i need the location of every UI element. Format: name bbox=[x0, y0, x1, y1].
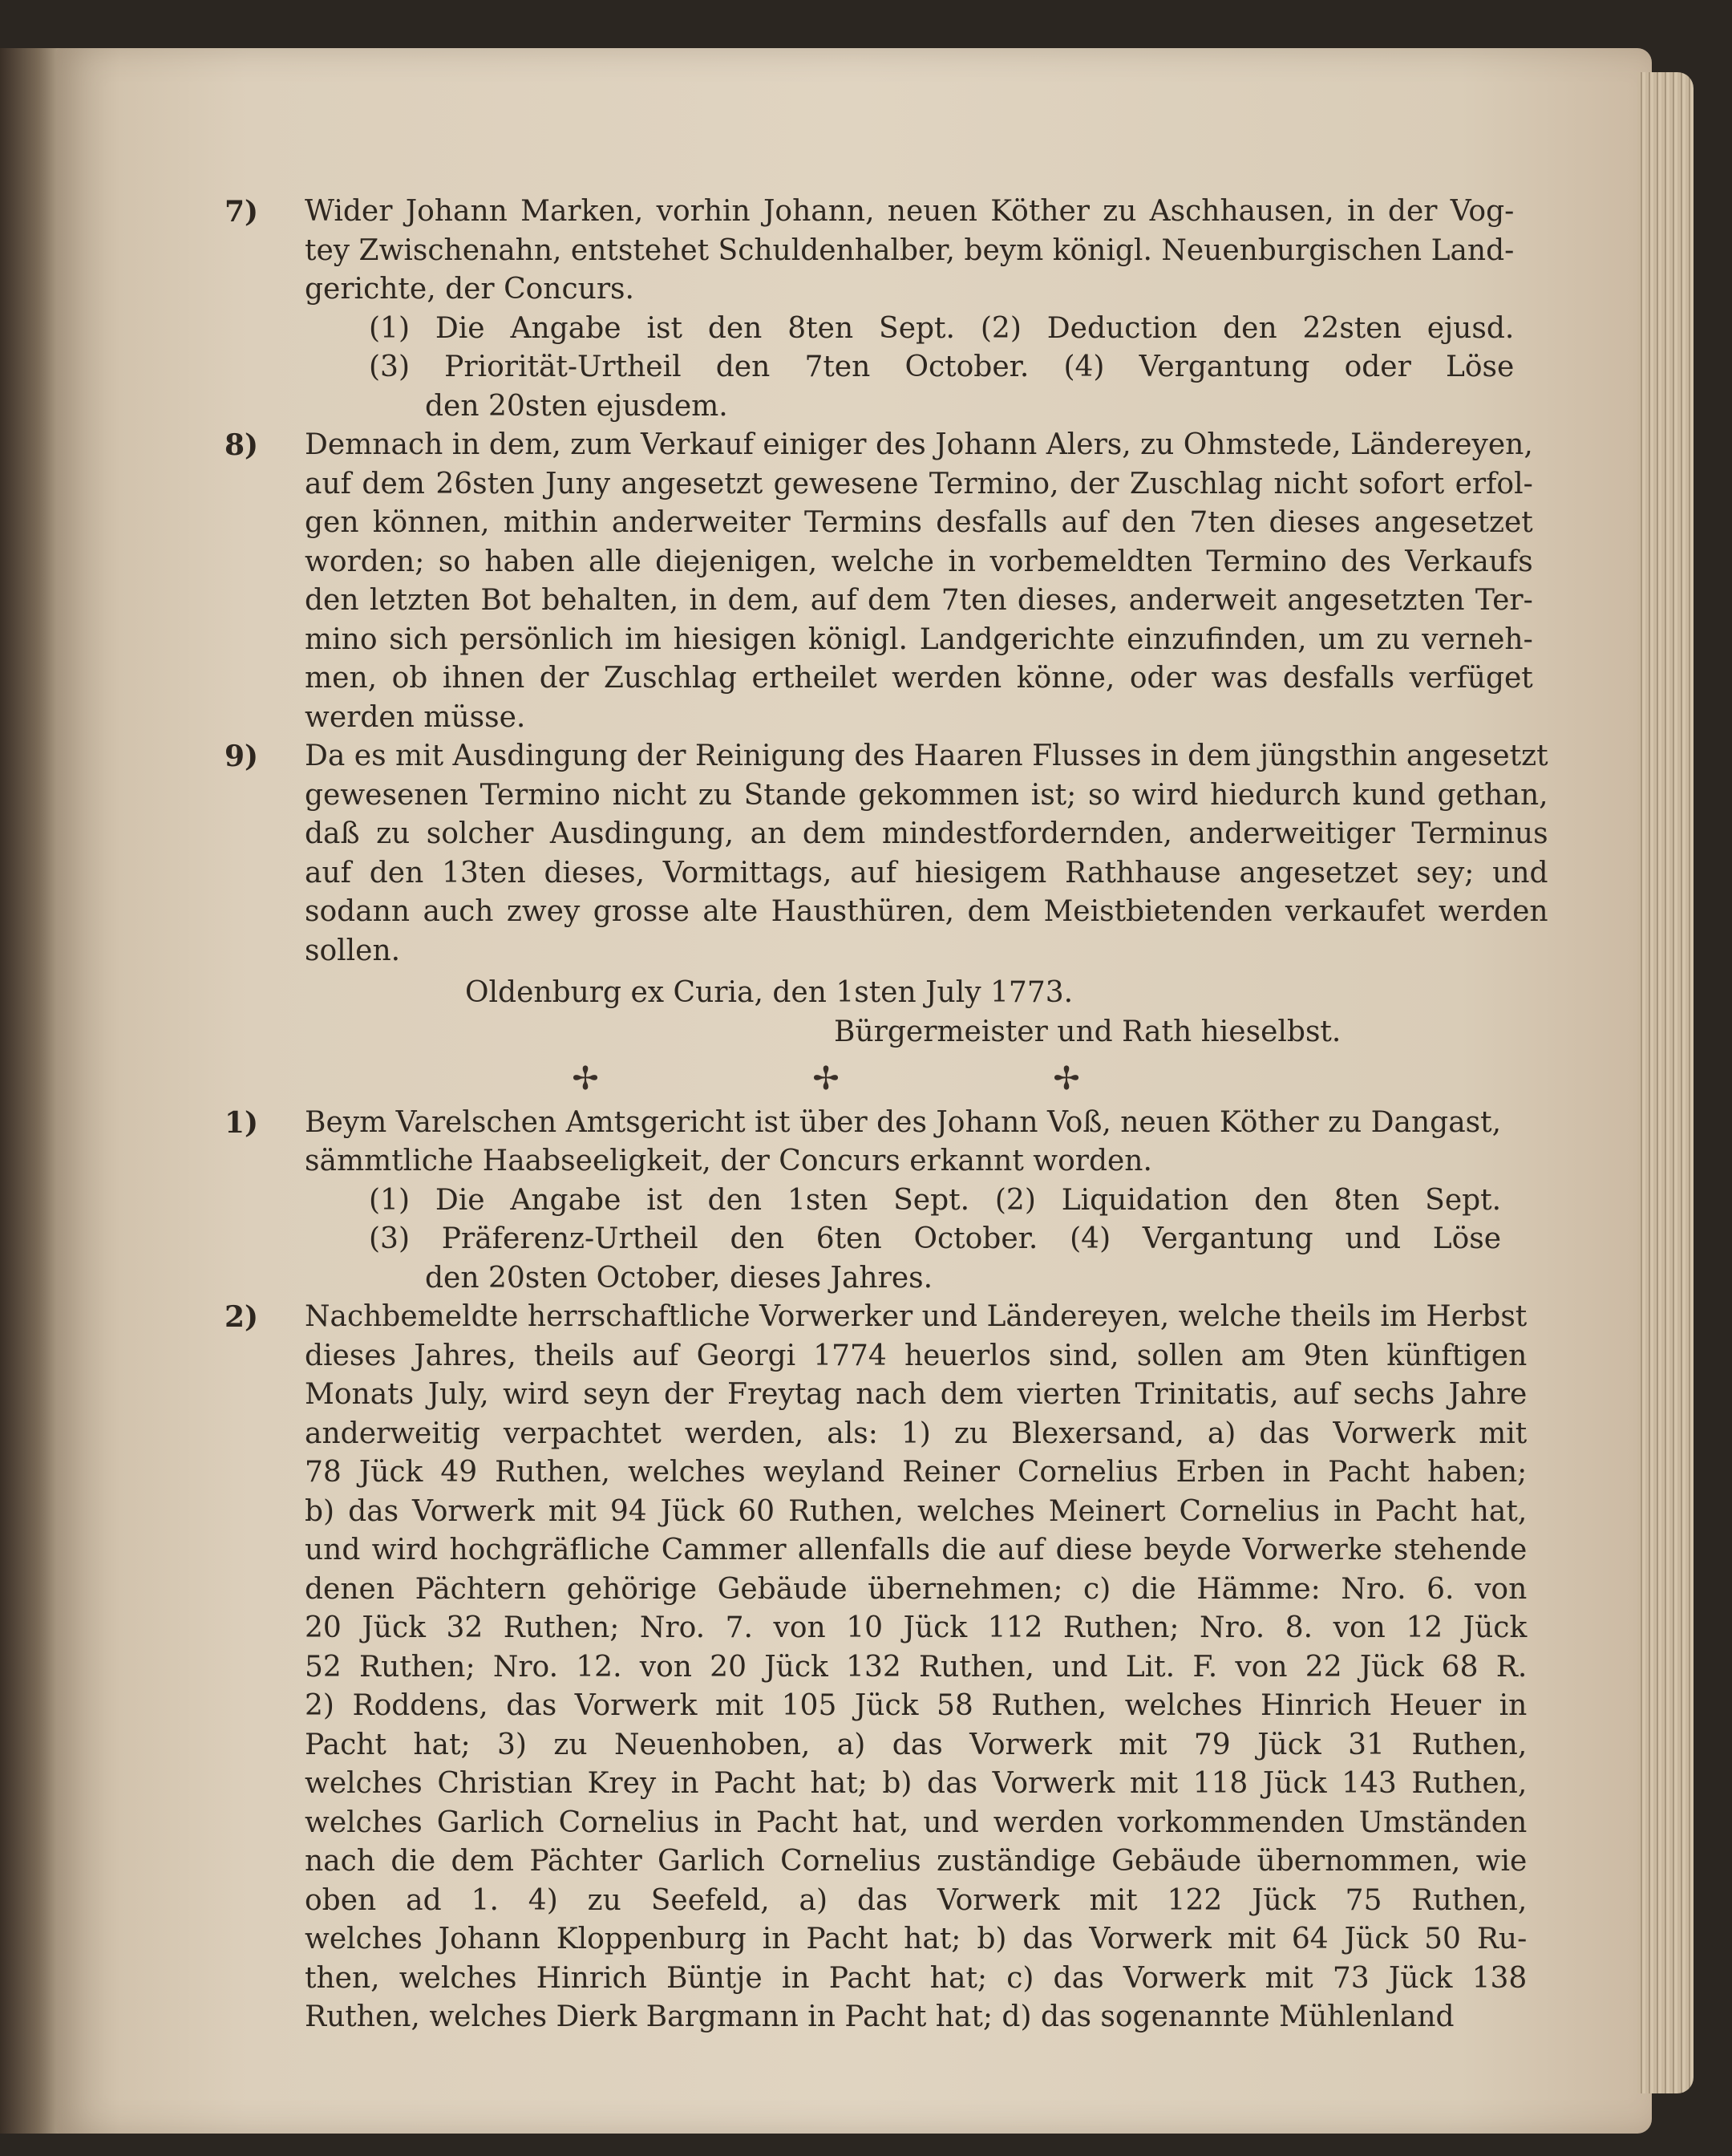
text-line: welches Garlich Cornelius in Pacht hat, und werden vorkommenden Umständen bbox=[305, 1805, 1528, 1839]
page-text bbox=[225, 192, 1548, 2037]
text-line: denen Pächtern gehörige Gebäude übernehmen; c) die Hämme: Nro. 6. von bbox=[305, 1572, 1528, 1606]
text-line: 20 Jück 32 Ruthen; Nro. 7. von 10 Jück 112 Ruthen; Nro. 8. von 12 Jück bbox=[305, 1611, 1528, 1644]
text-line: Da es mit Ausdingung der Reinigung des Haaren Flusses in dem jüngsthin angesetzt bbox=[305, 740, 1548, 772]
text-line: nach die dem Pächter Garlich Cornelius zuständige Gebäude übernommen, wie bbox=[305, 1845, 1528, 1878]
text-line: sollen. bbox=[305, 934, 401, 967]
text-line: worden; so haben alle diejenigen, welche in vorbemeldten Termino des Verkaufs bbox=[305, 545, 1533, 578]
notice-entry bbox=[225, 1298, 1528, 2037]
notice-entry bbox=[225, 737, 1548, 971]
text-line: werden müsse. bbox=[305, 700, 526, 734]
text-line: 78 Jück 49 Ruthen, welches weyland Reiner Cornelius Erben in Pacht haben; bbox=[305, 1456, 1528, 1489]
text-line: Ruthen, welches Dierk Bargmann in Pacht hat; d) das sogenannte Mühlenland bbox=[305, 2000, 1455, 2033]
text-line: und wird hochgräfliche Cammer allenfalls die auf diese beyde Vorwerke stehende bbox=[305, 1534, 1528, 1566]
ornament-icon: ✢ bbox=[572, 1060, 599, 1097]
text-line: Beym Varelschen Amtsgericht ist über des Johann Voß, neuen Köther zu Dangast, bbox=[305, 1105, 1502, 1139]
text-line: then, welches Hinrich Büntje in Pacht hat; c) das Vorwerk mit 73 Jück 138 bbox=[305, 1961, 1528, 1995]
text-line: Pacht hat; 3) zu Neuenhoben, a) das Vorwerk mit 79 Jück 31 Ruthen, bbox=[305, 1728, 1528, 1761]
book-gutter bbox=[0, 48, 64, 2134]
entry-number: 9) bbox=[225, 740, 259, 773]
entry-number: 8) bbox=[225, 428, 259, 462]
text-line: b) das Vorwerk mit 94 Jück 60 Ruthen, welches Meinert Cornelius in Pacht hat, bbox=[305, 1494, 1528, 1528]
ornament-icon: ✢ bbox=[1053, 1060, 1080, 1097]
entry-text bbox=[305, 737, 1548, 971]
entry-number: 2) bbox=[225, 1300, 259, 1334]
text-line: gewesenen Termino nicht zu Stande gekommen ist; so wird hiedurch kund gethan, bbox=[305, 778, 1548, 812]
schedule-line: den 20sten ejusdem. bbox=[425, 389, 728, 423]
ornament-icon: ✢ bbox=[812, 1060, 840, 1097]
text-line: welches Johann Kloppenburg in Pacht hat; b) das Vorwerk mit 64 Jück 50 Ru- bbox=[305, 1923, 1528, 1955]
schedule-line: (3) Priorität-Urtheil den 7ten October. (4) Vergantung oder Löse bbox=[369, 351, 1515, 383]
text-line: auf dem 26sten Juny angesetzt gewesene Termino, der Zuschlag nicht sofort erfol- bbox=[305, 467, 1533, 500]
signature-place-date: Oldenburg ex Curia, den 1sten July 1773. bbox=[465, 976, 1074, 1009]
text-line: daß zu solcher Ausdingung, an dem mindestfordernden, anderweitiger Terminus bbox=[305, 817, 1548, 850]
text-line: Wider Johann Marken, vorhin Johann, neuen Köther zu Aschhausen, in der Vog- bbox=[305, 195, 1515, 228]
entry-text bbox=[305, 1298, 1527, 2037]
signature-block bbox=[225, 974, 1379, 1052]
notice-entry bbox=[225, 1104, 1502, 1299]
text-line: Monats July, wird seyn der Freytag nach dem vierten Trinitatis, auf sechs Jahre bbox=[305, 1378, 1528, 1411]
notice-entry bbox=[225, 426, 1533, 737]
text-line: Nachbemeldte herrschaftliche Vorwerker und Ländereyen, welche theils im Herbst bbox=[305, 1300, 1528, 1333]
text-line: gen können, mithin anderweiter Termins desfalls auf den 7ten dieses angesetzet bbox=[305, 506, 1533, 539]
text-line: anderweitig verpachtet werden, als: 1) zu Blexersand, a) das Vorwerk mit bbox=[305, 1416, 1528, 1450]
schedule-line: (1) Die Angabe ist den 1sten Sept. (2) Liquidation den 8ten Sept. bbox=[369, 1183, 1502, 1217]
schedule-line: den 20sten October, dieses Jahres. bbox=[425, 1261, 933, 1295]
text-line: sodann auch zwey grosse alte Hausthüren, dem Meistbietenden verkaufet werden bbox=[305, 895, 1548, 928]
text-line: mino sich persönlich im hiesigen königl. Landgerichte einzufinden, um zu verneh- bbox=[305, 622, 1533, 656]
entry-text bbox=[305, 1104, 1501, 1299]
ornament-divider bbox=[465, 1060, 1187, 1099]
text-line: sämmtliche Haabseeligkeit, der Concurs erkannt worden. bbox=[305, 1145, 1152, 1177]
text-line: men, ob ihnen der Zuschlag ertheilet werden könne, oder was desfalls verfüget bbox=[305, 662, 1533, 695]
entry-number: 1) bbox=[225, 1105, 259, 1140]
text-line: Demnach in dem, zum Verkauf einiger des Johann Alers, zu Ohmstede, Ländereyen, bbox=[305, 428, 1533, 461]
entry-number: 7) bbox=[225, 195, 259, 229]
text-line: 52 Ruthen; Nro. 12. von 20 Jück 132 Ruthen, und Lit. F. von 22 Jück 68 R. bbox=[305, 1650, 1528, 1684]
text-line: welches Christian Krey in Pacht hat; b) das Vorwerk mit 118 Jück 143 Ruthen, bbox=[305, 1767, 1528, 1800]
entry-text bbox=[305, 192, 1514, 426]
notices-block-a bbox=[225, 192, 1548, 971]
text-line: dieses Jahres, theils auf Georgi 1774 heuerlos sind, sollen am 9ten künftigen bbox=[305, 1339, 1528, 1372]
schedule-line: (3) Präferenz-Urtheil den 6ten October. (4) Vergantung und Löse bbox=[369, 1222, 1502, 1255]
schedule-line: (1) Die Angabe ist den 8ten Sept. (2) Deduction den 22sten ejusd. bbox=[369, 311, 1515, 345]
text-line: 2) Roddens, das Vorwerk mit 105 Jück 58 Ruthen, welches Hinrich Heuer in bbox=[305, 1689, 1528, 1722]
signature-authority: Bürgermeister und Rath hieselbst. bbox=[834, 1015, 1341, 1048]
entry-text bbox=[305, 426, 1533, 737]
page-edges bbox=[1637, 72, 1694, 2093]
notices-block-b bbox=[225, 1104, 1528, 2037]
text-line: den letzten Bot behalten, in dem, auf dem 7ten dieses, anderweit angesetzten Ter- bbox=[305, 584, 1533, 617]
text-line: gerichte, der Concurs. bbox=[305, 273, 634, 306]
notice-entry bbox=[225, 192, 1515, 426]
text-line: auf den 13ten dieses, Vormittags, auf hiesigem Rathhause angesetzet sey; und bbox=[305, 856, 1548, 890]
text-line: tey Zwischenahn, entstehet Schuldenhalber, beym königl. Neuenburgischen Land- bbox=[305, 233, 1515, 267]
text-line: oben ad 1. 4) zu Seefeld, a) das Vorwerk mit 122 Jück 75 Ruthen, bbox=[305, 1883, 1528, 1917]
